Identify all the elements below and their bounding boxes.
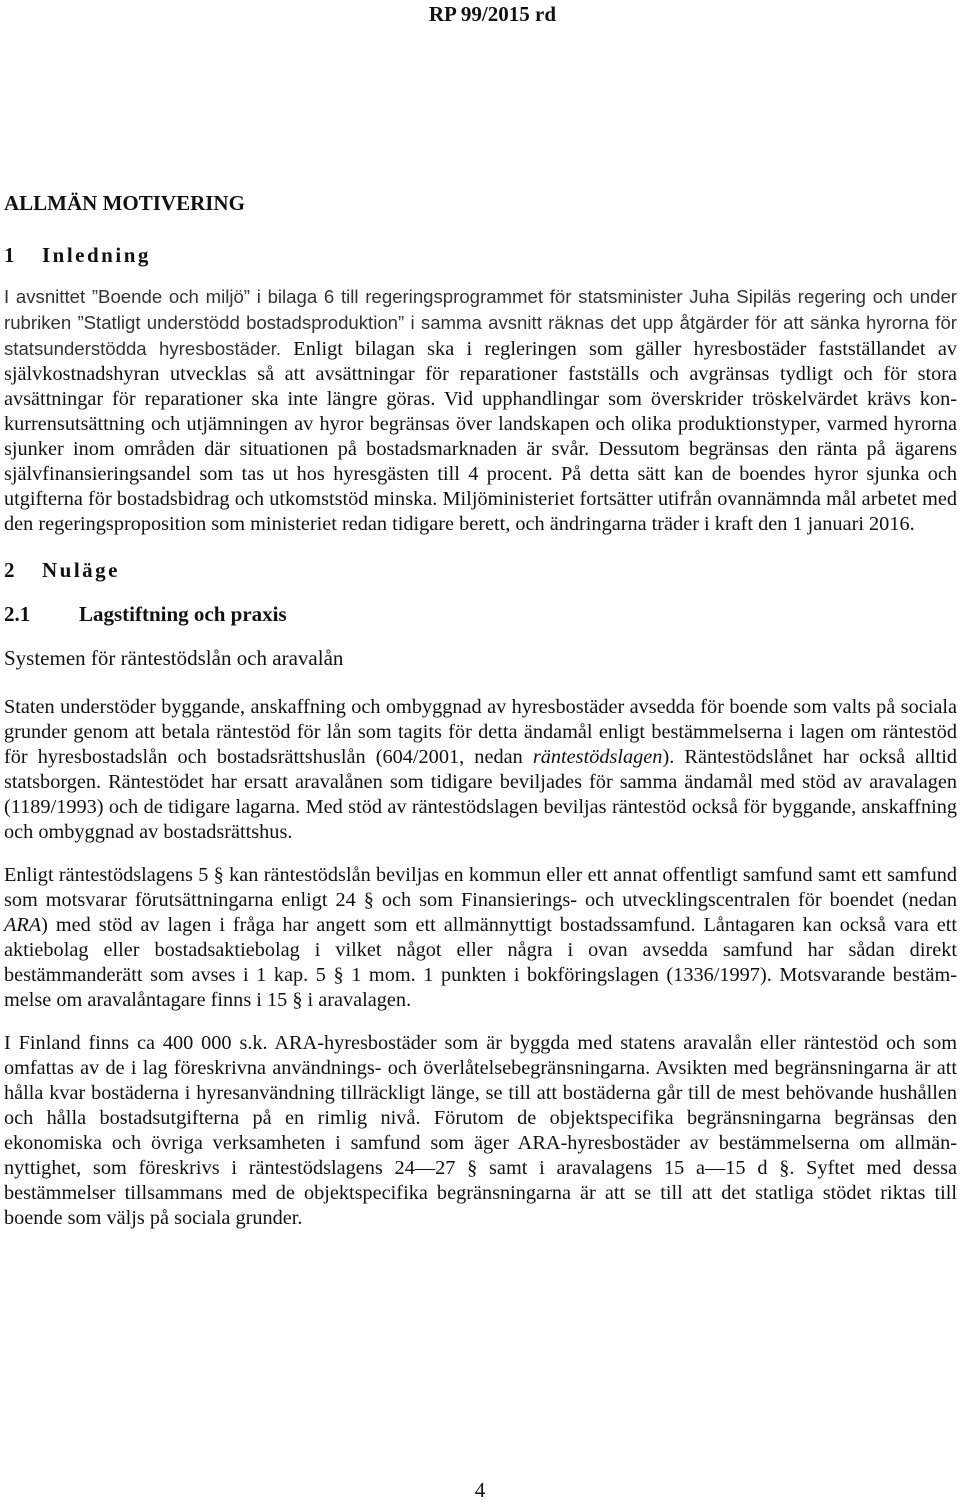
- section-2-heading: [4, 555, 957, 585]
- topic-heading: Systemen för räntestödslån och aravalån: [4, 646, 344, 670]
- section-1-number: 1: [4, 243, 15, 267]
- document-reference: RP 99/2015 rd: [428, 2, 556, 26]
- section-1-title: Inledning: [42, 243, 151, 267]
- section-2-paragraph-2: [4, 863, 957, 1013]
- section-2-title: Nuläge: [42, 558, 120, 582]
- section-2-number: 2: [4, 558, 15, 582]
- subsection-2-1-title: Lagstiftning och praxis: [79, 602, 287, 626]
- section-1-main-text: Enligt bilagan ska i regleringen som gäller hyresbostäder fastställandet av självkostnadshyran utvecklas så att avsättningar för reparationer fastställs och avgränsas tydligt och för stora avsättningar för reparationer ska inte längre göras. Vid upphandlingar som överskrider tröskelvärdet krävs konkurrensutsättning och utjämningen av hyror begränsas över landskapen och olika produktionstyper, varmed hyrorna sjunker inom områden där situationen på bostadsmarknaden är svår. Dessutom begränsas den ränta på ägarens självfinansieringsandel som tas ut hos hyresgästen till 4 procent. På detta sätt kan de boendes hyror sjunka och utgifterna för bostadsbidrag och utkomststöd minska. Miljöministeriet fortsätter utifrån ovannämnda mål arbetet med den regeringsproposition som ministeriet redan tidigare berett, och ändringarna träder i kraft den 1 januari 2016.: [4, 338, 957, 535]
- paragraph-text: Staten understöder byggande, anskaffning och ombyggnad av hyresbostäder avsedda för boende som valts på sociala grunder genom att betala räntestöd för lån som tagits för detta ändamål enligt bestämmelserna i lagen om räntestöd för hyresbostadslån och bostadsrättshuslån (604/2001, nedan: [4, 696, 957, 768]
- subsection-2-1-heading: [4, 599, 957, 629]
- document-body: [4, 188, 957, 1249]
- section-1-heading: [4, 240, 957, 270]
- section-1-paragraph: [4, 284, 957, 537]
- paragraph-text: ). Räntestödslånet har också alltid statsborgen. Räntestödet har ersatt aravalånen som tidigare beviljades för samma ändamål med stöd av aravalagen (1189/1993) och de tidigare lagarna. Med stöd av räntestödslagen beviljas räntestöd också för byggande, anskaffning och ombyggnad av bostadsrättshus.: [4, 746, 957, 843]
- law-abbreviation: räntestödslagen: [532, 746, 663, 768]
- subsection-2-1-number: 2.1: [4, 602, 31, 626]
- section-1-intro-text: I avsnittet ”Boende och miljö” i bilaga 6 till regeringsprogrammet för statsminister Juha Sipiläs regering och under rubriken ”Statligt understödd bostadsproduktion” i samma avsnitt räknas det upp åtgärder för att sänka hyrorna för statsunderstödda hyresbostäder.: [4, 286, 957, 359]
- section-2-paragraph-1: [4, 695, 957, 845]
- section-2-paragraph-3: I Finland finns ca 400 000 s.k. ARA-hyresbostäder som är byggda med statens aravalån eller räntestöd och som omfattas av de i lag föreskrivna användnings- och överlåtelsebegränsningarna. Avsikten med begränsningarna är att hålla kvar bostäderna i hyresanvändning tillräckligt länge, se till att bostäderna går till de mest behövande hushållen och hålla bostadsutgifterna på en rimlig nivå. Förutom de objektspecifika begränsningarna begränsas den ekonomiska och övriga verksamheten i samfund som äger ARA-hyresbostäder av bestämmelserna om allmännyttighet, som föreskrivs i räntestödslagens 24—27 § samt i aravalagens 15 a—15 d §. Syftet med dessa bestämmelser tillsammans med de objektspecifika begränsningarna är att se till att det statliga stödet riktas till boende som väljs på sociala grunder.: [4, 1032, 957, 1229]
- paragraph-text: ) med stöd av lagen i fråga har angett som ett allmännyttigt bostadssamfund. Låntagaren kan också vara ett aktiebolag eller bostadsaktiebolag i vilket något eller några i ovan avsedda samfund har sådan direkt bestämmanderätt som avses i 1 kap. 5 § 1 mom. 1 punkten i bokföringslagen (1336/1997). Motsvarande bestämmelse om aravalåntagare finns i 15 § i aravalagen.: [4, 914, 957, 1011]
- paragraph-text: Enligt räntestödslagens 5 § kan räntestödslån beviljas en kommun eller ett annat offentligt samfund samt ett samfund som motsvarar förutsättningarna enligt 24 § och som Finansierings- och utvecklingscentralen för boendet (nedan: [4, 864, 957, 911]
- agency-abbreviation: ARA: [4, 914, 42, 936]
- page-number: 4: [474, 1478, 486, 1502]
- main-title: ALLMÄN MOTIVERING: [4, 191, 245, 215]
